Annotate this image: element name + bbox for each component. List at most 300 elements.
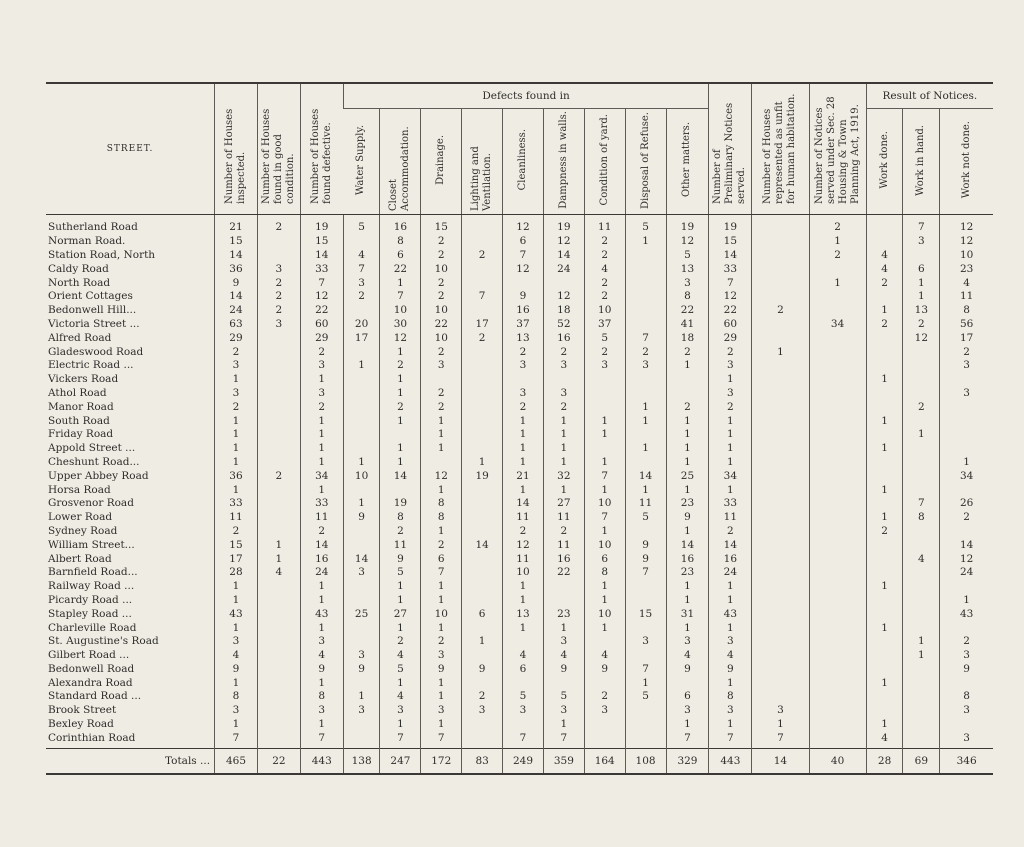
cell-value: 1 [709, 442, 752, 456]
cell-value: 2 [380, 359, 421, 373]
total-value: 40 [809, 749, 866, 775]
cell-value: 1 [584, 483, 625, 497]
cell-value [257, 731, 300, 748]
cell-value: 1 [421, 690, 462, 704]
cell-value: 34 [709, 469, 752, 483]
cell-value: 1 [421, 580, 462, 594]
cell-value: 24 [300, 566, 343, 580]
cell-value [752, 538, 809, 552]
cell-value: 9 [343, 511, 380, 525]
cell-value: 1 [421, 483, 462, 497]
cell-value: 5 [503, 690, 544, 704]
cell-value: 1 [866, 414, 903, 428]
cell-value: 24 [543, 262, 584, 276]
cell-value: 17 [343, 331, 380, 345]
housing-defects-table [46, 82, 993, 775]
cell-value: 1 [625, 414, 666, 428]
cell-value: 2 [584, 235, 625, 249]
cell-value: 9 [625, 552, 666, 566]
cell-value: 1 [709, 428, 752, 442]
cell-value [752, 215, 809, 235]
table-row [46, 538, 993, 552]
cell-value: 3 [343, 276, 380, 290]
cell-value: 16 [503, 304, 544, 318]
cell-value [866, 607, 903, 621]
cell-value: 29 [300, 331, 343, 345]
total-value: 138 [343, 749, 380, 775]
cell-value: 2 [709, 345, 752, 359]
cell-value: 9 [462, 663, 503, 677]
street-name: St. Augustine's Road [48, 635, 159, 648]
cell-value: 3 [543, 387, 584, 401]
cell-value [809, 718, 866, 732]
cell-value: 1 [462, 456, 503, 470]
cell-value: 22 [666, 304, 709, 318]
cell-value: 21 [215, 215, 258, 235]
cell-value: 14 [666, 538, 709, 552]
cell-value: 9 [940, 663, 993, 677]
cell-value: 2 [584, 249, 625, 263]
cell-value: 56 [940, 318, 993, 332]
cell-value: 1 [866, 580, 903, 594]
cell-value: 1 [215, 594, 258, 608]
cell-value: 2 [257, 215, 300, 235]
cell-value [462, 718, 503, 732]
cell-value: 2 [380, 635, 421, 649]
table-row [46, 566, 993, 580]
cell-value: 7 [625, 663, 666, 677]
table-row [46, 387, 993, 401]
cell-value [462, 594, 503, 608]
cell-value: 26 [940, 497, 993, 511]
cell-value: 1 [584, 580, 625, 594]
cell-value: 7 [543, 731, 584, 748]
cell-value: 1 [503, 483, 544, 497]
cell-value [809, 594, 866, 608]
cell-value: 2 [866, 276, 903, 290]
cell-value: 1 [380, 387, 421, 401]
cell-value: 1 [543, 414, 584, 428]
cell-value: 1 [543, 483, 584, 497]
cell-value: 10 [940, 249, 993, 263]
cell-value: 20 [343, 318, 380, 332]
table-row [46, 304, 993, 318]
street-name: Alexandra Road [48, 676, 133, 689]
cell-value [752, 359, 809, 373]
cell-value: 2 [462, 690, 503, 704]
cell-value: 14 [543, 249, 584, 263]
cell-value: 2 [215, 400, 258, 414]
cell-value: 14 [462, 538, 503, 552]
cell-value [343, 414, 380, 428]
cell-value [903, 387, 940, 401]
cell-value: 4 [866, 731, 903, 748]
cell-value: 3 [940, 704, 993, 718]
cell-value [752, 428, 809, 442]
cell-value: 14 [215, 249, 258, 263]
street-name: William Street... [48, 538, 135, 551]
cell-value: 1 [903, 290, 940, 304]
cell-value: 3 [462, 704, 503, 718]
cell-value: 22 [709, 304, 752, 318]
cell-value: 1 [543, 456, 584, 470]
cell-value [257, 414, 300, 428]
cell-value: 4 [257, 566, 300, 580]
cell-value: 1 [343, 359, 380, 373]
cell-value: 1 [584, 456, 625, 470]
cell-value: 4 [215, 649, 258, 663]
cell-value: 3 [709, 359, 752, 373]
cell-value: 1 [215, 456, 258, 470]
total-value: 329 [666, 749, 709, 775]
cell-value [809, 442, 866, 456]
cell-value: 1 [903, 276, 940, 290]
street-name: Corinthian Road [48, 731, 136, 744]
cell-value: 22 [421, 318, 462, 332]
cell-value: 12 [503, 215, 544, 235]
cell-value: 1 [300, 414, 343, 428]
cell-value [809, 663, 866, 677]
cell-value [343, 400, 380, 414]
cell-value: 25 [343, 607, 380, 621]
cell-value [940, 442, 993, 456]
cell-value: 6 [503, 663, 544, 677]
cell-value [903, 442, 940, 456]
cell-value: 11 [380, 538, 421, 552]
cell-value [257, 594, 300, 608]
cell-value: 7 [625, 331, 666, 345]
table-row [46, 359, 993, 373]
cell-value: 1 [666, 483, 709, 497]
cell-value: 4 [940, 276, 993, 290]
cell-value: 14 [343, 552, 380, 566]
table-row [46, 690, 993, 704]
cell-value: 11 [709, 511, 752, 525]
cell-value [866, 635, 903, 649]
cell-value: 3 [257, 318, 300, 332]
street-name: Railway Road ... [48, 580, 135, 593]
cell-value [503, 635, 544, 649]
cell-value: 1 [866, 304, 903, 318]
cell-value [343, 373, 380, 387]
street-name: Gilbert Road ... [48, 649, 130, 662]
cell-value: 1 [709, 456, 752, 470]
cell-value [257, 345, 300, 359]
cell-value: 1 [215, 373, 258, 387]
cell-value: 12 [421, 469, 462, 483]
cell-value [625, 731, 666, 748]
cell-value: 9 [666, 663, 709, 677]
cell-value [543, 373, 584, 387]
cell-value [752, 400, 809, 414]
cell-value: 1 [257, 552, 300, 566]
street-name: Alfred Road [48, 331, 112, 344]
cell-value: 1 [709, 718, 752, 732]
cell-value [809, 607, 866, 621]
cell-value: 1 [343, 497, 380, 511]
cell-value [462, 497, 503, 511]
cell-value [752, 594, 809, 608]
cell-value: 27 [380, 607, 421, 621]
cell-value [866, 552, 903, 566]
cell-value: 1 [421, 414, 462, 428]
cell-value: 3 [421, 704, 462, 718]
cell-value [462, 511, 503, 525]
cell-value: 1 [300, 373, 343, 387]
cell-value [625, 276, 666, 290]
cell-value: 12 [903, 331, 940, 345]
cell-value [940, 676, 993, 690]
table-row [46, 525, 993, 539]
cell-value [752, 511, 809, 525]
cell-value [257, 456, 300, 470]
cell-value: 2 [503, 345, 544, 359]
cell-value: 4 [709, 649, 752, 663]
cell-value: 1 [866, 483, 903, 497]
cell-value: 1 [380, 345, 421, 359]
cell-value: 10 [380, 304, 421, 318]
cell-value: 23 [666, 497, 709, 511]
cell-value: 1 [709, 580, 752, 594]
cell-value [462, 566, 503, 580]
cell-value: 18 [543, 304, 584, 318]
cell-value: 52 [543, 318, 584, 332]
street-name: Appold Street ... [48, 442, 136, 455]
cell-value: 1 [300, 594, 343, 608]
table-row [46, 649, 993, 663]
cell-value: 14 [300, 249, 343, 263]
cell-value [257, 718, 300, 732]
total-value: 249 [503, 749, 544, 775]
cell-value [625, 290, 666, 304]
cell-value: 3 [543, 635, 584, 649]
cell-value: 37 [503, 318, 544, 332]
cell-value: 8 [940, 304, 993, 318]
cell-value [752, 456, 809, 470]
table-row [46, 400, 993, 414]
cell-value: 1 [666, 456, 709, 470]
cell-value [752, 607, 809, 621]
cell-value: 2 [584, 345, 625, 359]
cell-value [257, 690, 300, 704]
cell-value [903, 414, 940, 428]
street-name: North Road [48, 276, 111, 289]
cell-value: 1 [421, 621, 462, 635]
cell-value: 4 [380, 649, 421, 663]
cell-value: 23 [940, 262, 993, 276]
total-value: 346 [940, 749, 993, 775]
cell-value: 43 [215, 607, 258, 621]
cell-value: 8 [584, 566, 625, 580]
cell-value: 5 [625, 215, 666, 235]
cell-value: 2 [300, 525, 343, 539]
cell-value [584, 387, 625, 401]
cell-value: 1 [300, 442, 343, 456]
cell-value: 2 [543, 345, 584, 359]
total-value: 28 [866, 749, 903, 775]
houses-inspected-header: Number of Houses inspected. [215, 83, 258, 215]
cell-value: 2 [866, 318, 903, 332]
cell-value [940, 580, 993, 594]
cell-value: 2 [584, 290, 625, 304]
cell-value: 3 [503, 704, 544, 718]
cell-value [903, 469, 940, 483]
cell-value [809, 304, 866, 318]
table-row [46, 731, 993, 748]
total-value: 359 [543, 749, 584, 775]
cell-value [752, 663, 809, 677]
table-row [46, 469, 993, 483]
cell-value [584, 676, 625, 690]
cell-value: 10 [421, 304, 462, 318]
cell-value [462, 525, 503, 539]
cell-value: 33 [709, 262, 752, 276]
cell-value: 2 [343, 290, 380, 304]
cell-value [752, 318, 809, 332]
cell-value: 1 [866, 676, 903, 690]
cell-value [903, 538, 940, 552]
cell-value: 32 [543, 469, 584, 483]
cell-value [503, 718, 544, 732]
cell-value: 16 [709, 552, 752, 566]
cell-value [903, 676, 940, 690]
cell-value: 1 [584, 428, 625, 442]
cell-value [257, 676, 300, 690]
cell-value: 10 [343, 469, 380, 483]
cell-value [257, 387, 300, 401]
cell-value [809, 552, 866, 566]
cell-value: 3 [503, 359, 544, 373]
cell-value: 7 [503, 731, 544, 748]
cell-value [752, 442, 809, 456]
cell-value [866, 538, 903, 552]
cell-value [343, 304, 380, 318]
cell-value [343, 525, 380, 539]
cell-value: 8 [300, 690, 343, 704]
cell-value [584, 442, 625, 456]
cell-value [543, 276, 584, 290]
cell-value: 11 [215, 511, 258, 525]
cell-value [866, 331, 903, 345]
cell-value: 1 [380, 276, 421, 290]
cell-value: 7 [343, 262, 380, 276]
cell-value [503, 373, 544, 387]
total-value: 172 [421, 749, 462, 775]
cell-value: 2 [584, 690, 625, 704]
cell-value: 7 [421, 566, 462, 580]
cell-value: 1 [380, 621, 421, 635]
cell-value [462, 345, 503, 359]
cell-value [809, 483, 866, 497]
cell-value [809, 511, 866, 525]
cell-value: 7 [709, 276, 752, 290]
street-name: Picardy Road ... [48, 593, 133, 606]
cell-value [809, 566, 866, 580]
cell-value: 1 [903, 649, 940, 663]
cell-value: 6 [503, 235, 544, 249]
cell-value: 5 [543, 690, 584, 704]
cell-value [584, 635, 625, 649]
cell-value: 3 [343, 704, 380, 718]
cell-value: 2 [257, 469, 300, 483]
street-name: Cheshunt Road... [48, 455, 140, 468]
cell-value: 3 [503, 387, 544, 401]
cell-value: 2 [903, 318, 940, 332]
cell-value [543, 676, 584, 690]
cell-value: 1 [584, 525, 625, 539]
cell-value [462, 387, 503, 401]
cell-value: 1 [503, 414, 544, 428]
cell-value [903, 566, 940, 580]
cell-value: 1 [903, 635, 940, 649]
cell-value: 10 [584, 538, 625, 552]
cell-value: 34 [300, 469, 343, 483]
street-name: Sydney Road [48, 524, 118, 537]
cell-value [625, 373, 666, 387]
street-name: Stapley Road ... [48, 607, 132, 620]
drainage-header: Drainage. [421, 109, 462, 215]
cell-value: 2 [809, 215, 866, 235]
cell-value: 10 [421, 331, 462, 345]
cell-value: 8 [666, 290, 709, 304]
cell-value [462, 359, 503, 373]
cell-value: 2 [421, 400, 462, 414]
cell-value [809, 621, 866, 635]
cell-value [752, 249, 809, 263]
cell-value: 2 [709, 400, 752, 414]
cell-value [625, 718, 666, 732]
cell-value: 1 [421, 428, 462, 442]
table-row [46, 456, 993, 470]
cell-value [343, 442, 380, 456]
cell-value [752, 483, 809, 497]
cell-value [866, 663, 903, 677]
cell-value: 3 [215, 635, 258, 649]
cell-value: 7 [584, 469, 625, 483]
cell-value: 36 [215, 469, 258, 483]
cell-value: 1 [666, 428, 709, 442]
cell-value: 4 [666, 649, 709, 663]
cell-value: 22 [300, 304, 343, 318]
cell-value: 41 [666, 318, 709, 332]
cell-value: 1 [709, 621, 752, 635]
cell-value [752, 525, 809, 539]
cell-value: 1 [300, 718, 343, 732]
cell-value: 3 [300, 635, 343, 649]
cell-value: 6 [666, 690, 709, 704]
cell-value: 14 [380, 469, 421, 483]
cell-value [343, 387, 380, 401]
cell-value: 16 [543, 331, 584, 345]
cell-value: 1 [709, 483, 752, 497]
cell-value [421, 373, 462, 387]
cell-value: 6 [903, 262, 940, 276]
cell-value: 1 [300, 676, 343, 690]
cell-value: 3 [300, 704, 343, 718]
cell-value: 12 [666, 235, 709, 249]
cell-value [343, 731, 380, 748]
table-row [46, 414, 993, 428]
cell-value: 8 [380, 511, 421, 525]
cell-value [866, 566, 903, 580]
cell-value: 3 [543, 704, 584, 718]
table-row [46, 442, 993, 456]
cell-value: 14 [625, 469, 666, 483]
cell-value [257, 235, 300, 249]
cell-value: 2 [300, 400, 343, 414]
table-row [46, 235, 993, 249]
cell-value [903, 690, 940, 704]
